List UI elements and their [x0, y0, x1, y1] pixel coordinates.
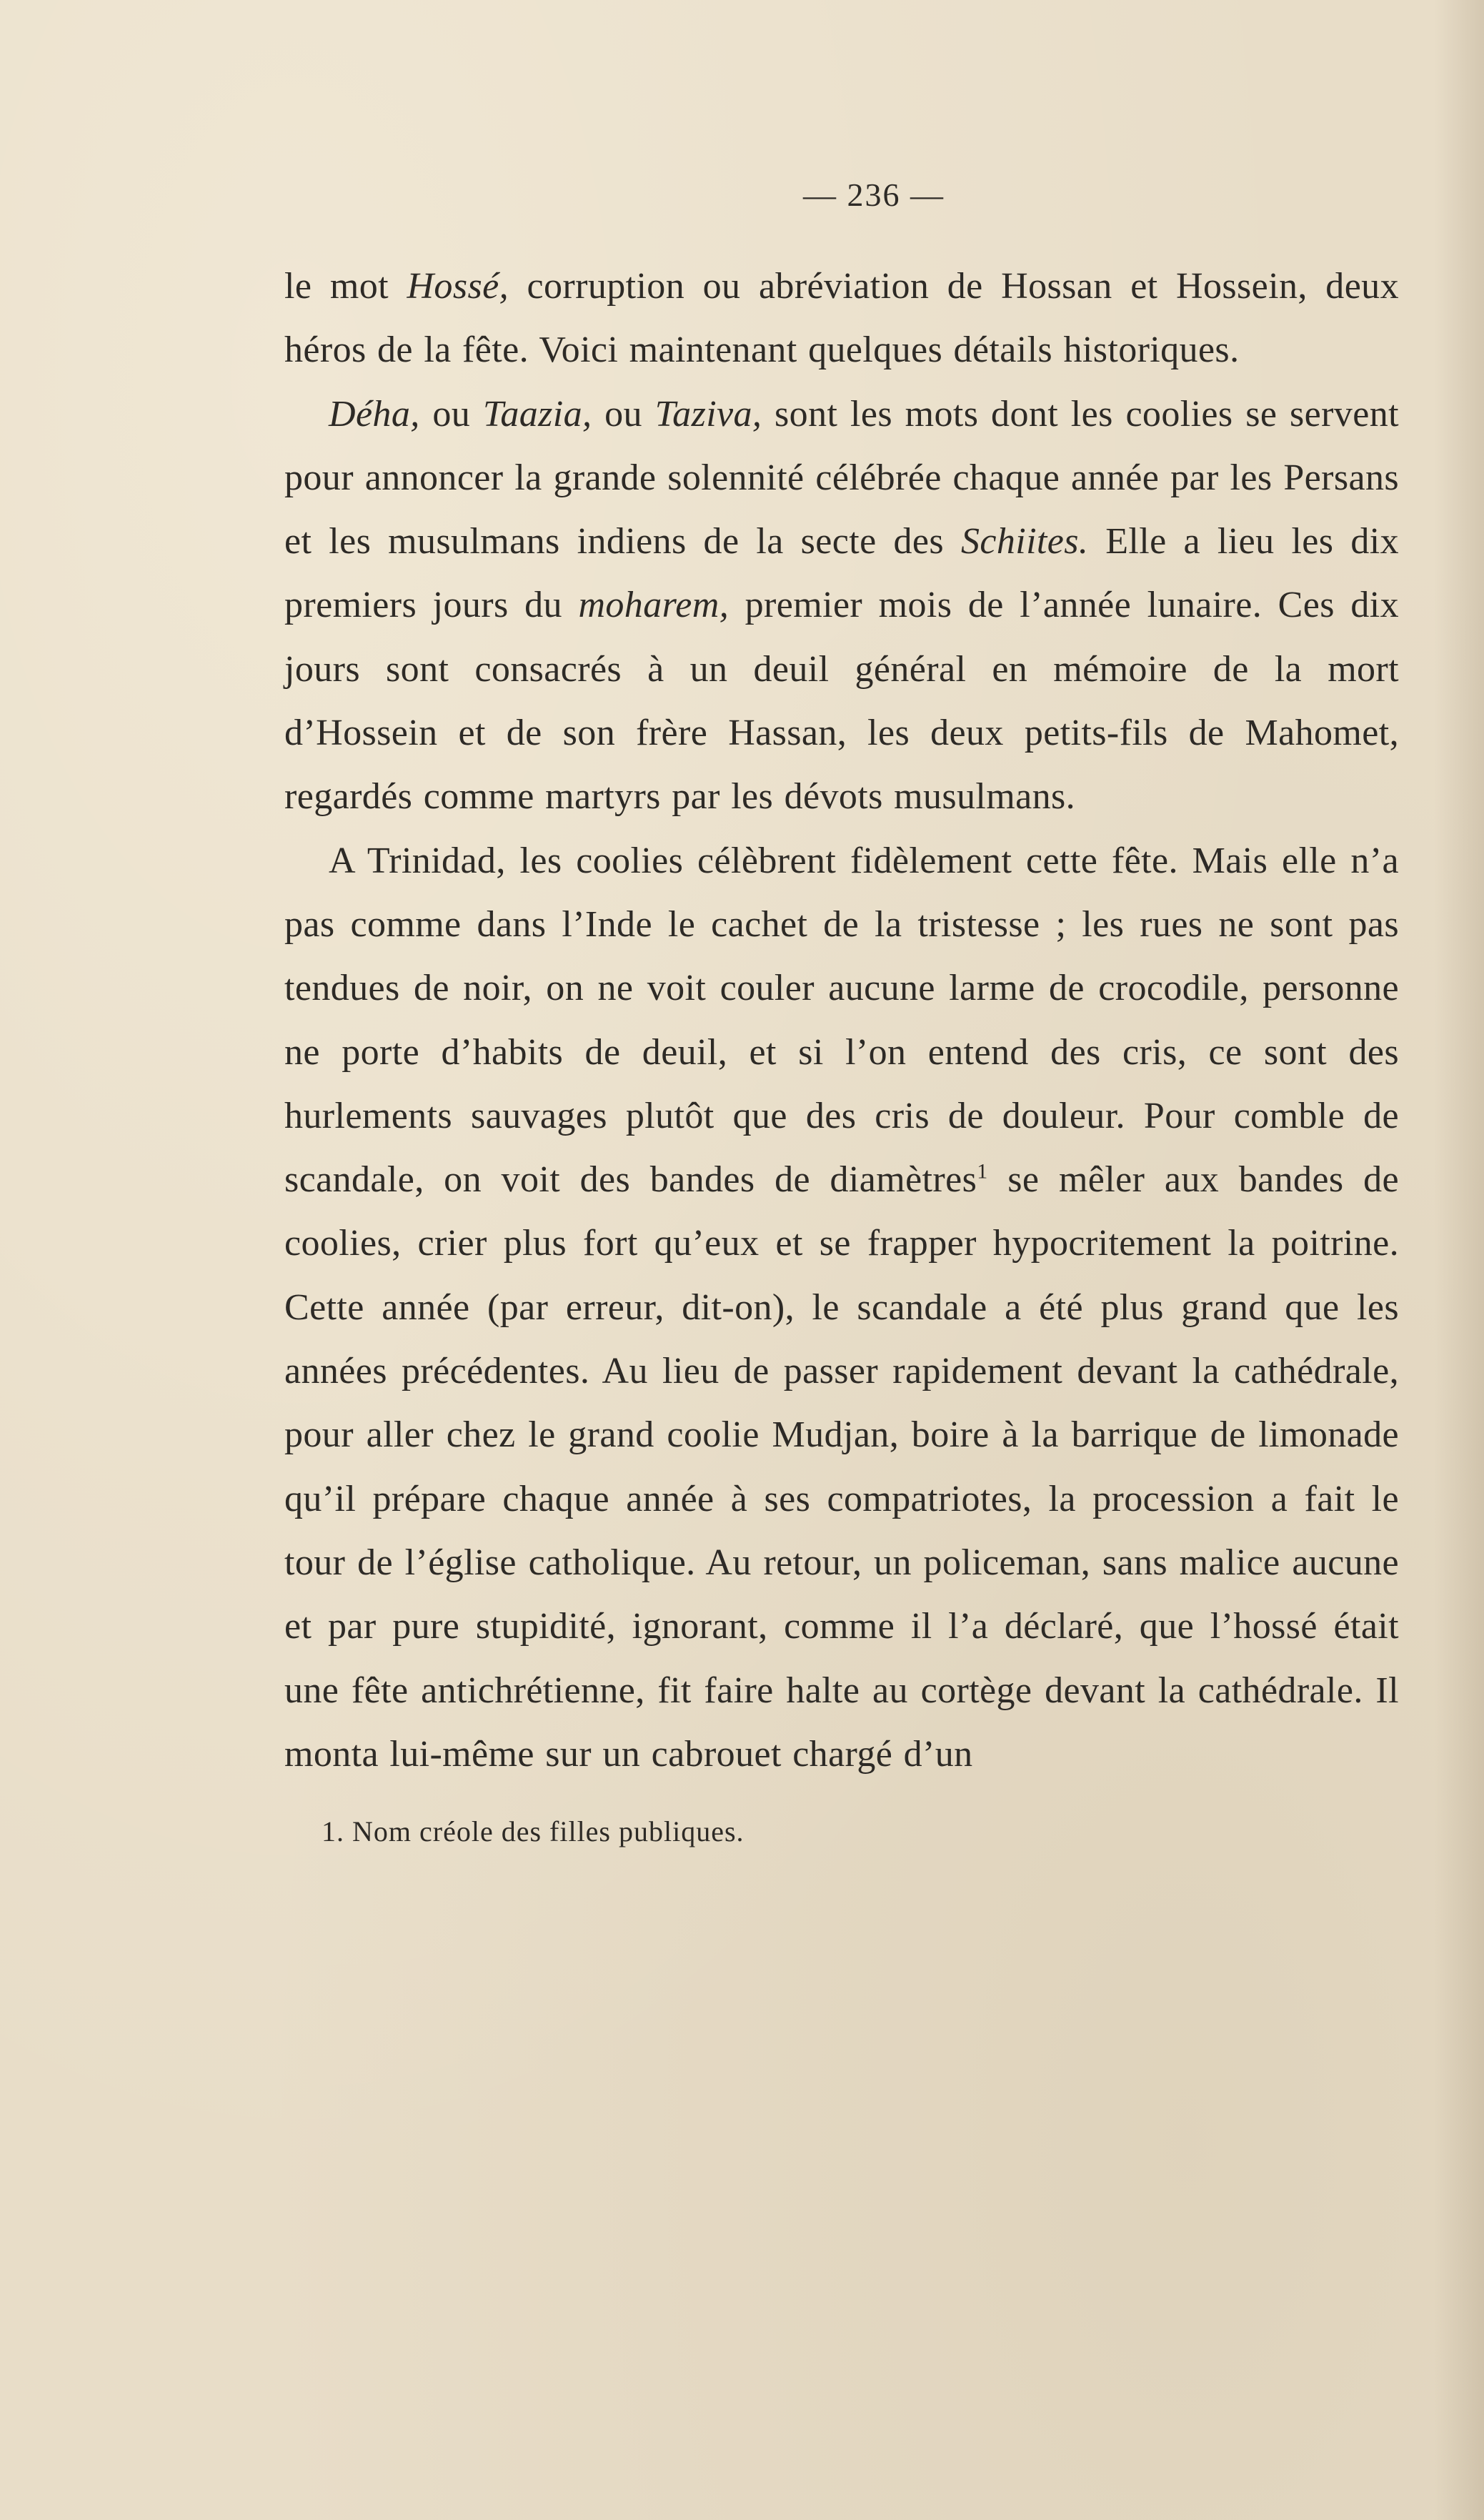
italic-term: Taazia,	[482, 393, 592, 435]
text-run: se mêler aux bandes de coolies, crier plus fort qu’eux et se frapper hypocritement la poitrine. Cette année (par erreur, dit-on), le scandale a été plus grand que les années précédentes. Au lieu de passer rapidement devant la cathédrale, pour aller chez le grand coolie Mudjan, boire à la barrique de limonade qu’il prépare chaque année à ses compatriotes, la procession a fait le tour de l’église catholique. Au retour, un policeman, sans malice aucune et par pure stupidité, ignorant, comme il l’a déclaré, que l’hossé était une fête antichrétienne, fit faire halte au cortège devant la cathédrale. Il monta lui-même sur un cabrouet chargé d’un	[284, 1159, 1399, 1775]
page-number: — 236 —	[803, 177, 945, 213]
text-run: ou	[419, 393, 483, 435]
paragraph-2	[284, 382, 1399, 829]
italic-term: Taziva,	[654, 393, 762, 435]
text-run: ou	[592, 393, 655, 435]
italic-term: moharem,	[578, 585, 729, 626]
paragraph-1	[284, 254, 1399, 382]
paragraph-3	[284, 829, 1399, 1786]
footnote: 1. Nom créole des filles publiques.	[322, 1815, 745, 1848]
text-run: premier mois de l’année lunaire. Ces dix jours sont consacrés à un deuil général en mémoire de la mort d’Hossein et de son frère Hassan, les deux petits-fils de Mahomet, regardés comme martyrs par les dévots musulmans.	[284, 585, 1400, 818]
italic-term: Schiites.	[960, 521, 1089, 562]
page-shadow-edge	[1434, 0, 1484, 2520]
text-run: corruption ou abréviation de Hossan et Hossein, deux héros de la fête. Voici maintenant quelques détails historiques.	[284, 266, 1399, 371]
body-text	[284, 254, 1399, 1786]
italic-term: Hossé,	[407, 266, 509, 307]
footnote-reference: 1	[977, 1159, 988, 1184]
italic-term: Déha,	[329, 393, 420, 435]
text-run: le mot	[284, 266, 407, 307]
text-run: sont les mots dont les coolies se servent pour annoncer la grande solennité célébrée chaque année par les Persans et les musulmans indiens de la secte des	[284, 393, 1399, 562]
text-run: Elle a lieu les dix premiers jours du	[284, 521, 1399, 626]
book-page	[284, 179, 1399, 1850]
text-run: A Trinidad, les coolies célèbrent fidèlement cette fête. Mais elle n’a pas comme dans l’Inde le cachet de la tristesse ; les rues ne sont pas tendues de noir, on ne voit couler aucune larme de crocodile, personne ne porte d’habits de deuil, et si l’on entend des cris, ce sont des hurlements sauvages plutôt que des cris de douleur. Pour comble de scandale, on voit des bandes de diamètres	[284, 840, 1399, 1201]
